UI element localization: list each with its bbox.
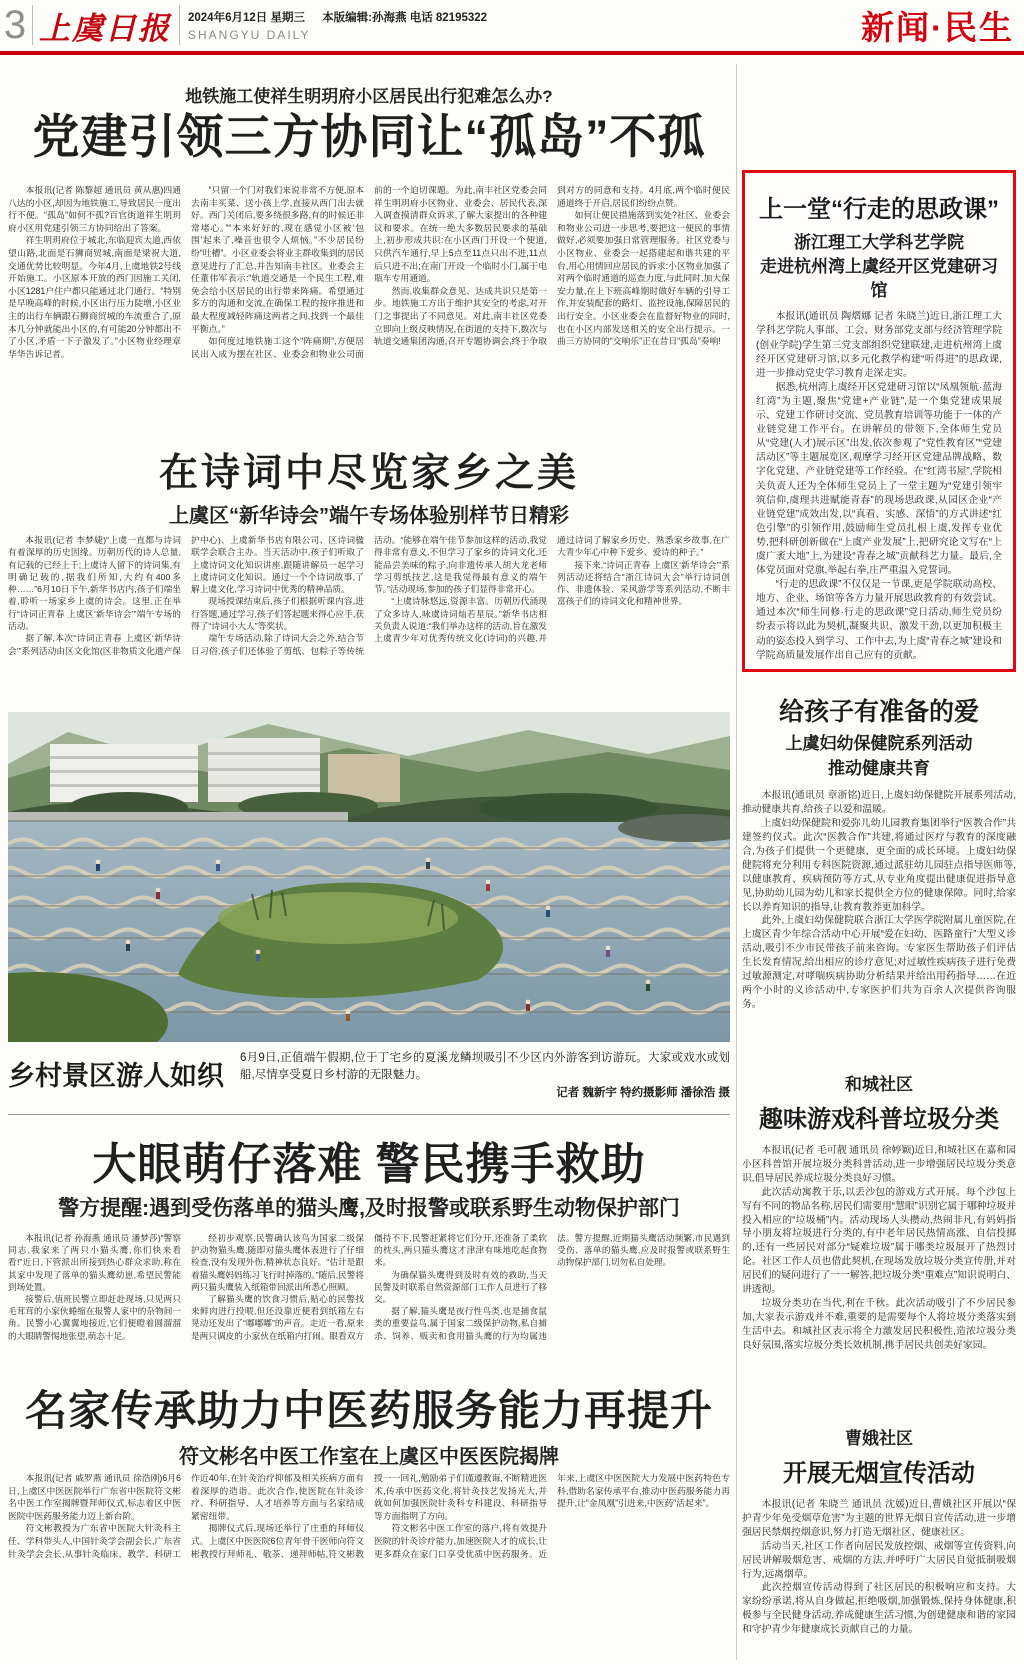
- newspaper-logo: 上虞日报: [39, 10, 171, 47]
- date-line: 2024年6月12日 星期三: [188, 11, 305, 24]
- hecheng-article: [742, 1070, 1016, 1406]
- poetry-headline: 在诗词中尽览家乡之美: [158, 452, 579, 495]
- paragraph: 垃圾分类功在当代,利在千秋。此次活动吸引了不少居民参加,大家表示游戏并不难,重要的是需要每个人将垃圾分类落实到生活中去。和城社区表示将全力激发居民积极性,造浓垃圾分类良好氛围,落实垃圾分类长效机制,携手居民共创美好家园。: [742, 1297, 1016, 1351]
- section-rule: [8, 1114, 730, 1115]
- paragraph: 为确保猫头鹰得到及时有效的救助,当天民警及时联系自然资源部门工作人员进行了移交。: [374, 1269, 547, 1305]
- photo-credit: 记者 魏新宇 特约摄影师 潘徐浩 摄: [556, 1087, 730, 1099]
- owl-body: [8, 1232, 730, 1352]
- tcm-subtitle: 符文彬名中医工作室在上虞区中医医院揭牌: [179, 1446, 559, 1468]
- fuyou-subtitle: 上虞妇幼保健院系列活动 推动健康共育: [785, 734, 973, 778]
- masthead-english: SHANGYU DAILY: [188, 27, 311, 42]
- paragraph: 符文彬名中医工作室的落户,将有效提升医院的针灸诊疗能力,加速医院人才的成长,让更多群众在家门口享受优质中医药服务。近年来,上虞区中医医院大力发展中医药特色专科,借助名家传承平台,推动中医药服务能力再提升,让“金凤凰”引进来,中医药“活起来”。: [374, 1473, 730, 1559]
- owl-subtitle: 警方提醒:遇到受伤落单的猫头鹰,及时报警或联系野生动物保护部门: [58, 1197, 680, 1220]
- caoe-community-label: 曹娥社区: [845, 1429, 913, 1448]
- caoe-body: [742, 1498, 1016, 1637]
- paragraph: 上虞妇幼保健院和爱弥儿幼儿园教育集团举行“医教合作”共建签约仪式。此次“医教合作”共建,将通过医疗与教育的深度融合,为孩子们提供一个更健康、更全面的成长环境。上虞妇幼保健院将充分利用专科医院资源,通过派驻幼儿园驻点指导医师等,以健康教育、疾病预防等方式,从专业角度提出健康促进指导意见,协助幼儿园为幼儿和家长提供全方位的健康保障。同时,给家长以养育知识的指导,让教育教养更加科学。: [742, 818, 1016, 913]
- page-number: 3: [3, 3, 27, 47]
- paragraph: 接下来,“诗词正青春 上虞区‘新华诗会’”系列活动还将结合“浙江诗词大会”举行诗词创作、非遗体验、采风游学等系列活动,不断丰富孩子们的诗词文化和精神世界。: [557, 559, 730, 607]
- metro-kicker: 地铁施工使祥生明玥府小区居民出行犯难怎么办?: [185, 87, 553, 106]
- caption-text: 6月9日,正值端午假期,位于丁宅乡的夏溪龙鳞坝吸引不少区内外游客到访游玩。大家或戏水或划船,尽情享受夏日乡村游的无限魅力。: [240, 1052, 730, 1081]
- paragraph: 本报讯(记者 孙海燕 通讯员 潘梦莎)“警察同志,我家来了两只小猫头鹰,你们快来看看!”近日,下管派出所接到热心群众求助,称在其家中发现了落单的猫头鹰幼崽,希望民警能到场处置。: [8, 1233, 181, 1292]
- hecheng-headline: 趣味游戏科普垃圾分类: [759, 1106, 999, 1133]
- editor-line: 本版编辑:孙海燕 电话 82195322: [322, 11, 488, 24]
- owl-headline: 大眼萌仔落难 警民携手救助: [92, 1140, 646, 1189]
- poetry-body: [8, 534, 730, 706]
- paragraph: 现场授课结束后,孩子们根据听课内容,进行答题,通过学习,孩子们答起题来得心应手,获得了“诗词小大人”等奖状。: [191, 596, 364, 632]
- paragraph: 本报讯(记者 毛可靓 通讯员 徐婷颖)近日,和城社区在嘉和园小区科普馆开展垃圾分类科普活动,进一步增强居民垃圾分类意识,倡导居民养成垃圾分类良好习惯。: [742, 1145, 1016, 1184]
- hecheng-community-label: 和城社区: [845, 1075, 913, 1094]
- paragraph: “只留一个门对我们来说非常不方便,原本去南丰买菜、送小孩上学,直接从西门出去就好。西门关闭后,要多绕很多路,有的时候还非常堵心。”“本来好好的,现在感觉小区被‘包围’起来了,噪音也很令人烦恼。”不少居民纷纷“吐槽”。小区业委会将业主群收集到的居民意见进行了汇总,并告知南丰社区。业委会主任董伟军表示:“轨道交通是一个民生工程,难免会给小区居民的出行带来阵痛。希望通过多方的沟通和交流,在确保工程的按序推进和最大程度减轻阵痛这两者之间,找到一个最佳平衡点。”: [191, 185, 365, 334]
- fuyou-headline: 给孩子有准备的爱: [778, 698, 979, 726]
- paragraph: 据悉,杭州湾上虞经开区党建研习馆以“凤凰领航·蓝海红湾”为主题,聚焦“党建+产业链”,是一个集党建成果展示、党建工作研讨交流、党员教育培训等功能于一体的产业链党建工作平台。在讲解员的带领下,全体师生党员从“党建(人才)展示区”出发,依次参观了“党性教育区”“党建活动区”等主题展览区,观摩学习经开区党建品牌战略、数字化党建、产业链党建等工作经验。在“红湾书屋”,学院相关负责人还为全体师生党员上了一堂主题为“党建引领牢筑信仰,虞理共进赋能青春”的现场思政课,从园区企业“产业链党建”成效出发,以“真看、实感、深悟”的方式讲述“红色引擎”的引领作用,鼓励师生党员扎根上虞,发挥专业优势,把科研创新做在“上虞产业发展”上,把研究论文写在“上虞广袤大地”上,为建设“青春之城”贡献科艺力量。最后,全体党员面对党旗,举起右拳,庄严重温入党誓词。: [756, 381, 1002, 577]
- paragraph: 此次控烟宣传活动得到了社区居民的积极响应和支持。大家纷纷承诺,将从自身做起,拒绝吸烟,加强锻炼,保持身体健康,积极参与全民健身活动,养成健康生活习惯,为创建健康和谐的家园和守护青少年健康成长贡献自己的力量。: [742, 1582, 1016, 1636]
- paragraph: “上虞诗脉悠远,资源丰富。历朝历代涌现了众多诗人,咏虞诗词灿若星辰。”新华书店相关负责人说道:“我们举办这样的活动,旨在激发上虞青少年对优秀传统文化(诗词)的兴趣,并通过诗词了解家乡历史、熟悉家乡故事,在广大青少年心中种下爱乡、爱诗的种子。”: [374, 535, 730, 644]
- paragraph: 本报讯(记者 李梦婕)“上虞一直都与诗词有着深厚的历史因缘。历朝历代的诗人总量,有记载的已经上千;上虞诗人留下的诗词集,有明确记载的,据我们所知,大约有400多种……”6月10日下午,新华书店内,孩子们端坐着,聆听一场家乡上虞的诗会。这里,正在举行“诗词正青春 上虞区‘新华诗会’”端午专场的活动。: [8, 535, 181, 632]
- paragraph: 据了解,猫头鹰是夜行性鸟类,也是捕食鼠类的重要益鸟,属于国家二级保护动物,私自捕杀、饲养、贩卖和食用猫头鹰的行为均属违法。警方提醒,近期猫头鹰活动频繁,市民遇到受伤、落单的猫头鹰,应及时报警或联系野生动物保护部门,切勿私自处理。: [374, 1233, 730, 1341]
- hecheng-body: [742, 1144, 1016, 1353]
- caption-title: 乡村景区游人如织: [8, 1061, 224, 1091]
- sizheng-body: [756, 310, 1002, 682]
- divider: [32, 5, 33, 45]
- tcm-body: [8, 1472, 730, 1664]
- sizheng-headline: 上一堂“行走的思政课”: [759, 196, 999, 223]
- sizheng-article: [742, 170, 1016, 672]
- metro-headline: 党建引领三方协同让“孤岛”不孤: [32, 110, 706, 163]
- fuyou-article: [742, 692, 1016, 1052]
- paragraph: 然而,收集群众意见、达成共识只是第一步。地铁施工方出于维护其安全的考虑,对开门之事提出了不同意见。对此,南丰社区党委立即向上级反映情况,在街道的支持下,数次与轨道交通集团沟通,召开专题协调会,终于争取到对方的同意和支持。4月底,两个临时便民通道终于开启,居民们纷纷点赞。: [374, 185, 730, 347]
- paragraph: 本报讯(记者 陈黎超 通讯员 黄从惠)四通八达的小区,却因为地铁施工,导致居民一度出行不便。“孤岛”如何不孤?百官街道祥生明玥府小区用党建引领三方协同给出了答案。: [8, 185, 181, 233]
- paragraph: 接警后,值班民警立即赶赴现场,只见两只毛茸茸的小家伙蜷缩在报警人家中的杂物间一角。民警小心翼翼地接近,它们便瞪着圆溜溜的大眼睛警惕地张望,萌态十足。: [8, 1294, 181, 1341]
- caoe-article: [742, 1424, 1016, 1660]
- sizheng-subtitle: 浙江理工大学科艺学院 走进杭州湾上虞经开区党建研习馆: [760, 233, 998, 300]
- metro-body: [8, 184, 730, 418]
- photo-rural-scenery: [8, 712, 730, 1042]
- paragraph: “行走的思政课”不仅仅是一节课,更是学院联动高校、地方、企业、场馆等各方力量开展思政教育的有效尝试。通过本次“师生同修·行走的思政课”党日活动,师生党员纷纷表示将以此为契机,凝聚共识、激发干劲,以更加积极主动的姿态投入到学习、工作中去,为上虞“青春之城”建设和学院高质量发展作出自己应有的贡献。: [756, 579, 1002, 661]
- section-label: 新闻·民生: [861, 8, 1014, 46]
- poetry-subtitle: 上虞区“新华诗会”端午专场体验别样节日精彩: [169, 505, 569, 527]
- paragraph: 本报讯(记者 朱晓兰 通讯员 沈媛)近日,曹娥社区开展以“保护青少年免受烟草危害”为主题的世界无烟日宣传活动,进一步增强居民禁烟控烟意识,努力打造无烟社区、健康社区。: [742, 1499, 1016, 1538]
- paragraph: 本报讯(记者 戚罗燕 通讯员 徐浩刚)6月6日,上虞区中医医院举行广东省中医院符文彬名中医工作室揭牌暨拜师仪式,标志着区中医医院中医药服务能力迈上新台阶。: [8, 1473, 181, 1521]
- caption-body: [240, 1050, 730, 1102]
- paragraph: 活动当天,社区工作者向居民发放控烟、戒烟等宣传资料,向居民讲解吸烟危害、戒烟的方法,并呼吁广大居民自觉抵制吸烟行为,远离烟草。: [742, 1540, 1016, 1580]
- paragraph: 据了解,本次“诗词正青春 上虞区‘新华诗会’”系列活动由区文化馆(区非物质文化遗产保护中心)、上虞新华书店有限公司、区诗词楹联学会联合主办。当天活动中,孩子们听取了上虞诗词文化知识讲座,跟随讲解员一起学习上虞诗词文化知识。通过一个个诗词故事,了解上虞文化,学习诗词中优秀的精神品质。: [8, 535, 364, 656]
- masthead-meta: [179, 5, 501, 45]
- paragraph: 如何让便民措施落到实处?社区、业委会和物业公司进一步思考,要把这一便民的事情做好,必须要加强日常管理服务。社区党委与小区物业、业委会一起搭建起和谐共建的平台,用心用情回应居民的诉求:小区物业加强了对两个临时通道的巡查力度,与此同时,加大保安力量,在上下班高峰期时做好车辆的引导工作,并安装配套的路灯、监控设施,保障居民的出行安全。小区业委会在监督好物业的同时,也在小区内部发送相关的安全出行提示。一曲三方协同的“交响乐”正在昔日“孤岛”奏响!: [557, 210, 730, 347]
- paragraph: 祥生明玥府位于城北,东临迎宾大道,西依望山路,北面是石狮商贸城,南面是梁祝大道,交通优势比较明显。今年4月,上虞地铁2号线开始施工。小区原本开放的西门因施工关闭,小区1281户住户都只能通过北门通行。“特别是早晚高峰的时候,小区出行压力陡增,小区业主的出行车辆跟石狮商贸城的车流重合了,原本几分钟就能出小区的,有可能20分钟都出不了小区,矛盾一下子激发了。”小区物业经理章华华告诉记者。: [8, 235, 181, 359]
- tcm-headline: 名家传承助力中医药服务能力再提升: [24, 1387, 713, 1434]
- paragraph: 端午专场活动,除了诗词大会之外,结合节日习俗,孩子们还体验了剪纸、包粽子等传统活动。“能够在端午佳节参加这样的活动,我觉得非常有意义,不但学习了家乡的诗词文化,还能品尝美味的粽子,向非遗传承人胡大龙老师学习剪纸技艺,这是我觉得最有意义的端午节。”活动现场,参加的孩子们显得非常开心。: [191, 535, 547, 656]
- paragraph: 了解猫头鹰的饮食习惯后,贴心的民警找来鲜肉进行投喂,但还没靠近便看到纸箱左右晃动还发出了“嘟嘟嘟”的声音。走近一看,原来是两只调皮的小家伙在纸箱内打闹。眼看双方僵持不下,民警赶紧将它们分开,还准备了柔软的枕头,两只猫头鹰这才津津有味地吃起食物来。: [191, 1233, 547, 1341]
- paragraph: 揭牌仪式后,现场还举行了庄重的拜师仪式。上虞区中医医院6位青年骨干医师向符文彬教授行拜师礼、敬茶、递拜师帖,符文彬教授一一回礼,勉励弟子们谨遵教诲,不断精进医术,传承中医药文化,将针灸技艺发扬光大,并就如何加强医院针灸科专科建设、科研指导等方面指明了方向。: [191, 1473, 547, 1559]
- paragraph: 本报讯(通讯员 陶熠娜 记者 朱晓兰)近日,浙江理工大学科艺学院人事部、工会、财务部党支部与经济管理学院(创业学院)学生第三党支部组织党建联建,走进杭州湾上虞经开区党建研习馆,以多元化教学构建“听得进”的思政课,进一步推动党史学习教育走深走实。: [756, 311, 1002, 379]
- photo-caption: [8, 1050, 730, 1102]
- paragraph: 本报讯(通讯员 章浙铭)近日,上虞妇幼保健院开展系列活动,推动健康共育,给孩子以爱和温暖。: [742, 790, 1016, 816]
- paragraph: 此次活动寓教于乐,以丢沙包的游戏方式开展。每个沙包上写有不同的物品名称,居民们需要用“慧眼”识别它属于哪种垃圾并投入相应的“垃圾桶”内。活动现场人头攒动,热闹非凡,有妈妈指导小朋友将垃圾进行分类的,有中老年居民热情高涨、自信投掷的,还有一些居民对部分“疑难垃圾”属于哪类垃圾展开了热烈讨论。社区工作人员也借此契机,在现场发放垃圾分类宣传册,并对居民们的疑问进行了一一解答,把垃圾分类“重难点”知识说明白、讲透彻。: [742, 1186, 1016, 1296]
- column-divider: [736, 64, 737, 1660]
- paragraph: 经初步观察,民警确认该鸟为国家二级保护动物猫头鹰,随即对猫头鹰体表进行了仔细检查,没有发现外伤,精神状态良好。“估计是跟着猫头鹰妈妈练习飞行时掉落的。”随后,民警将两只猫头鹰装入纸箱带回派出所悉心照顾。: [191, 1233, 364, 1292]
- paragraph: 符文彬教授为广东省中医院大针灸科主任、学科带头人,中国针灸学会副会长,广东省针灸学会会长,从事针灸临床、教学、科研工作近40年,在针灸治疗抑郁及相关疾病方面有着深厚的造诣。此次合作,使医院在针灸诊疗、科研指导、人才培养等方面与名家结成紧密纽带。: [8, 1473, 364, 1559]
- paragraph: 如何度过地铁施工这个“阵痛期”,方便居民出入成为摆在社区、业委会和物业公司面前的一个迫切课题。为此,南丰社区党委会同祥生明玥府小区物业、业委会、居民代表,深入调查摸清群众诉求,了解大家提出的各种建议和要求。在统一绝大多数居民要求的基础上,初步形成共识:在小区西门开设一个便道,只供汽车通行,早上5点至11点只出不进,11点后只进不出;在南门开设一个临时小门,属于电瓶车专用通道。: [191, 185, 547, 359]
- masthead: [0, 0, 1024, 50]
- caoe-headline: 开展无烟宣传活动: [783, 1460, 975, 1487]
- fuyou-body: [742, 789, 1016, 1012]
- paragraph: 此外,上虞妇幼保健院联合浙江大学医学院附属儿童医院,在上虞区青少年综合活动中心开展“爱在妇幼、医路童行”大型义诊活动,吸引不少市民带孩子前来咨询。专家医生帮助孩子们评估生长发育情况,给出相应的诊疗意见;对过敏性疾病孩子进行免费过敏源测定,对哮喘疾病协助分析结果并给出用药指导……在近两个小时的义诊活动中,专家医护们共为百余人次提供咨询服务。: [742, 915, 1016, 1010]
- masthead-rule: [0, 51, 1024, 55]
